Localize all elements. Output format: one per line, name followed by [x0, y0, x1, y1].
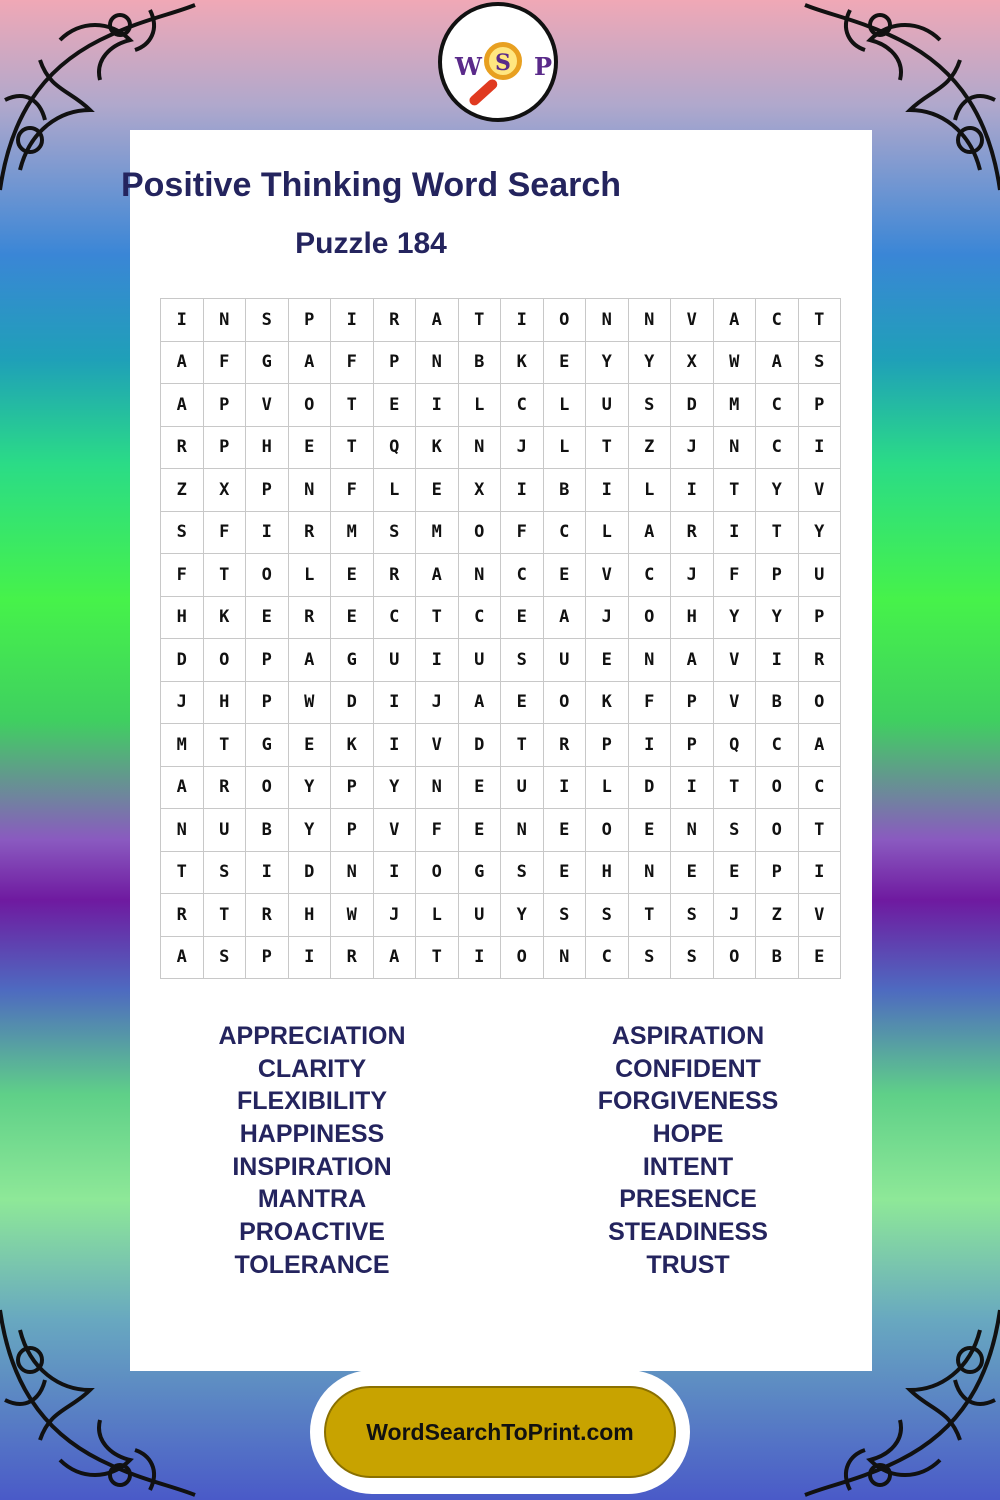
grid-cell[interactable]: N: [161, 809, 204, 852]
grid-cell[interactable]: C: [374, 597, 417, 640]
letter-grid: [160, 298, 841, 979]
grid-cell[interactable]: C: [756, 299, 799, 342]
grid-cell[interactable]: T: [416, 597, 459, 640]
word-list-right: [538, 1020, 838, 1282]
word-list-item: FORGIVENESS: [597, 1087, 779, 1116]
grid-cell[interactable]: O: [246, 554, 289, 597]
grid-cell[interactable]: H: [161, 597, 204, 640]
grid-cell[interactable]: E: [416, 469, 459, 512]
grid-cell[interactable]: G: [246, 724, 289, 767]
grid-cell[interactable]: Z: [161, 469, 204, 512]
grid-cell[interactable]: C: [756, 724, 799, 767]
grid-cell[interactable]: Y: [629, 342, 672, 385]
grid-cell[interactable]: S: [246, 299, 289, 342]
grid-cell[interactable]: A: [161, 384, 204, 427]
grid-cell[interactable]: K: [416, 427, 459, 470]
grid-cell[interactable]: R: [374, 554, 417, 597]
grid-cell[interactable]: R: [331, 937, 374, 980]
grid-cell[interactable]: R: [289, 512, 332, 555]
grid-cell[interactable]: P: [289, 299, 332, 342]
grid-cell[interactable]: P: [799, 597, 842, 640]
grid-cell[interactable]: N: [586, 299, 629, 342]
grid-cell[interactable]: R: [799, 639, 842, 682]
logo-letter-w: W: [455, 52, 482, 81]
grid-cell[interactable]: U: [459, 894, 502, 937]
grid-cell[interactable]: M: [714, 384, 757, 427]
grid-cell[interactable]: I: [374, 724, 417, 767]
grid-cell[interactable]: B: [246, 809, 289, 852]
grid-cell[interactable]: M: [416, 512, 459, 555]
grid-cell[interactable]: N: [204, 299, 247, 342]
grid-cell[interactable]: A: [289, 639, 332, 682]
grid-cell[interactable]: I: [629, 724, 672, 767]
grid-cell[interactable]: Q: [714, 724, 757, 767]
grid-cell[interactable]: I: [416, 384, 459, 427]
grid-cell[interactable]: N: [629, 852, 672, 895]
grid-cell[interactable]: L: [416, 894, 459, 937]
grid-cell[interactable]: L: [586, 767, 629, 810]
grid-cell[interactable]: E: [544, 554, 587, 597]
grid-cell[interactable]: O: [756, 809, 799, 852]
grid-cell[interactable]: L: [374, 469, 417, 512]
grid-cell[interactable]: W: [289, 682, 332, 725]
grid-cell[interactable]: N: [459, 554, 502, 597]
grid-cell[interactable]: N: [416, 342, 459, 385]
grid-cell[interactable]: A: [671, 639, 714, 682]
grid-cell[interactable]: B: [756, 937, 799, 980]
grid-cell[interactable]: L: [459, 384, 502, 427]
grid-cell[interactable]: E: [544, 342, 587, 385]
grid-cell[interactable]: A: [756, 342, 799, 385]
grid-cell[interactable]: Y: [799, 512, 842, 555]
grid-cell[interactable]: K: [204, 597, 247, 640]
grid-cell[interactable]: N: [714, 427, 757, 470]
magnifier-handle-icon: [467, 77, 499, 107]
grid-cell[interactable]: T: [629, 894, 672, 937]
grid-cell[interactable]: I: [246, 512, 289, 555]
grid-cell[interactable]: O: [714, 937, 757, 980]
grid-cell[interactable]: C: [586, 937, 629, 980]
grid-cell[interactable]: E: [671, 852, 714, 895]
grid-cell[interactable]: I: [756, 639, 799, 682]
grid-cell[interactable]: R: [246, 894, 289, 937]
grid-cell[interactable]: F: [331, 342, 374, 385]
grid-cell[interactable]: H: [204, 682, 247, 725]
grid-cell[interactable]: H: [586, 852, 629, 895]
grid-cell[interactable]: E: [799, 937, 842, 980]
grid-cell[interactable]: F: [204, 342, 247, 385]
word-list-item: HAPPINESS: [239, 1120, 385, 1149]
grid-cell[interactable]: I: [416, 639, 459, 682]
grid-cell[interactable]: C: [501, 384, 544, 427]
grid-cell[interactable]: T: [799, 299, 842, 342]
grid-cell[interactable]: C: [756, 427, 799, 470]
word-list-item: CONFIDENT: [615, 1054, 761, 1083]
grid-cell[interactable]: I: [544, 767, 587, 810]
grid-cell[interactable]: Y: [374, 767, 417, 810]
grid-cell[interactable]: Z: [629, 427, 672, 470]
word-list-item: CLARITY: [257, 1054, 367, 1083]
grid-cell[interactable]: K: [501, 342, 544, 385]
grid-cell[interactable]: W: [331, 894, 374, 937]
grid-cell[interactable]: E: [544, 852, 587, 895]
grid-cell[interactable]: L: [586, 512, 629, 555]
page-title: Positive Thinking Word Search: [120, 166, 622, 204]
grid-cell[interactable]: H: [671, 597, 714, 640]
grid-cell[interactable]: Q: [374, 427, 417, 470]
grid-cell[interactable]: N: [501, 809, 544, 852]
grid-cell[interactable]: T: [161, 852, 204, 895]
grid-cell[interactable]: D: [161, 639, 204, 682]
grid-cell[interactable]: T: [501, 724, 544, 767]
word-list-item: PROACTIVE: [239, 1218, 385, 1247]
grid-cell[interactable]: A: [459, 682, 502, 725]
grid-cell[interactable]: I: [289, 937, 332, 980]
grid-cell[interactable]: I: [501, 469, 544, 512]
word-list-item: HOPE: [652, 1120, 724, 1149]
grid-cell[interactable]: E: [501, 597, 544, 640]
grid-cell[interactable]: A: [289, 342, 332, 385]
grid-cell[interactable]: E: [714, 852, 757, 895]
grid-cell[interactable]: F: [629, 682, 672, 725]
grid-cell[interactable]: V: [671, 299, 714, 342]
grid-cell[interactable]: R: [544, 724, 587, 767]
grid-cell[interactable]: C: [756, 384, 799, 427]
grid-cell[interactable]: Y: [714, 597, 757, 640]
grid-cell[interactable]: X: [459, 469, 502, 512]
grid-cell[interactable]: M: [331, 512, 374, 555]
word-list-item: INTENT: [642, 1152, 734, 1181]
grid-cell[interactable]: E: [629, 809, 672, 852]
grid-cell[interactable]: J: [416, 682, 459, 725]
grid-cell[interactable]: L: [289, 554, 332, 597]
grid-cell[interactable]: O: [586, 809, 629, 852]
grid-cell[interactable]: V: [799, 894, 842, 937]
grid-cell[interactable]: D: [671, 384, 714, 427]
grid-cell[interactable]: I: [331, 299, 374, 342]
grid-cell[interactable]: T: [331, 427, 374, 470]
grid-cell[interactable]: O: [459, 512, 502, 555]
grid-cell[interactable]: S: [544, 894, 587, 937]
grid-cell[interactable]: J: [671, 554, 714, 597]
grid-cell[interactable]: O: [416, 852, 459, 895]
grid-cell[interactable]: P: [331, 767, 374, 810]
grid-cell[interactable]: C: [799, 767, 842, 810]
grid-cell[interactable]: V: [416, 724, 459, 767]
grid-cell[interactable]: L: [629, 469, 672, 512]
grid-cell[interactable]: E: [586, 639, 629, 682]
grid-cell[interactable]: A: [416, 299, 459, 342]
grid-cell[interactable]: K: [331, 724, 374, 767]
grid-cell[interactable]: E: [331, 597, 374, 640]
grid-cell[interactable]: E: [289, 724, 332, 767]
grid-cell[interactable]: E: [501, 682, 544, 725]
grid-cell[interactable]: E: [331, 554, 374, 597]
word-list-item: INSPIRATION: [232, 1152, 392, 1181]
grid-cell[interactable]: J: [714, 894, 757, 937]
grid-cell[interactable]: H: [246, 427, 289, 470]
grid-cell[interactable]: S: [714, 809, 757, 852]
grid-cell[interactable]: I: [501, 299, 544, 342]
grid-cell[interactable]: O: [246, 767, 289, 810]
grid-cell[interactable]: S: [204, 937, 247, 980]
grid-cell[interactable]: K: [586, 682, 629, 725]
grid-cell[interactable]: D: [459, 724, 502, 767]
grid-cell[interactable]: I: [161, 299, 204, 342]
grid-cell[interactable]: S: [501, 639, 544, 682]
grid-cell[interactable]: P: [756, 852, 799, 895]
grid-cell[interactable]: S: [629, 384, 672, 427]
grid-cell[interactable]: N: [416, 767, 459, 810]
grid-cell[interactable]: N: [671, 809, 714, 852]
grid-cell[interactable]: F: [416, 809, 459, 852]
grid-cell[interactable]: Y: [586, 342, 629, 385]
grid-cell[interactable]: U: [204, 809, 247, 852]
word-list-item: PRESENCE: [619, 1185, 757, 1214]
grid-cell[interactable]: I: [799, 427, 842, 470]
grid-cell[interactable]: V: [586, 554, 629, 597]
grid-cell[interactable]: V: [374, 809, 417, 852]
grid-cell[interactable]: D: [629, 767, 672, 810]
grid-cell[interactable]: P: [246, 639, 289, 682]
grid-cell[interactable]: P: [204, 427, 247, 470]
grid-cell[interactable]: O: [204, 639, 247, 682]
grid-cell[interactable]: B: [544, 469, 587, 512]
grid-cell[interactable]: U: [544, 639, 587, 682]
grid-cell[interactable]: V: [799, 469, 842, 512]
grid-cell[interactable]: I: [671, 767, 714, 810]
grid-cell[interactable]: F: [714, 554, 757, 597]
grid-cell[interactable]: T: [756, 512, 799, 555]
grid-cell[interactable]: S: [161, 512, 204, 555]
grid-cell[interactable]: P: [671, 682, 714, 725]
grid-cell[interactable]: T: [204, 724, 247, 767]
grid-cell[interactable]: O: [289, 384, 332, 427]
grid-cell[interactable]: Y: [501, 894, 544, 937]
grid-cell[interactable]: N: [544, 937, 587, 980]
grid-cell[interactable]: O: [799, 682, 842, 725]
grid-cell[interactable]: P: [799, 384, 842, 427]
word-list-item: FLEXIBILITY: [237, 1087, 387, 1116]
grid-cell[interactable]: E: [544, 809, 587, 852]
grid-cell[interactable]: N: [629, 299, 672, 342]
grid-cell[interactable]: P: [246, 682, 289, 725]
grid-cell[interactable]: T: [714, 469, 757, 512]
grid-cell[interactable]: C: [459, 597, 502, 640]
grid-cell[interactable]: H: [289, 894, 332, 937]
grid-cell[interactable]: X: [204, 469, 247, 512]
grid-cell[interactable]: U: [586, 384, 629, 427]
grid-cell[interactable]: S: [799, 342, 842, 385]
grid-cell[interactable]: S: [374, 512, 417, 555]
word-list-item: APPRECIATION: [218, 1022, 406, 1050]
grid-cell[interactable]: U: [501, 767, 544, 810]
grid-cell[interactable]: U: [459, 639, 502, 682]
grid-cell[interactable]: R: [374, 299, 417, 342]
grid-cell[interactable]: S: [586, 894, 629, 937]
grid-cell[interactable]: V: [714, 682, 757, 725]
grid-cell[interactable]: E: [459, 767, 502, 810]
logo-letter-p: P: [534, 52, 553, 81]
grid-cell[interactable]: T: [714, 767, 757, 810]
grid-cell[interactable]: F: [331, 469, 374, 512]
grid-cell[interactable]: A: [161, 342, 204, 385]
grid-cell[interactable]: E: [374, 384, 417, 427]
grid-cell[interactable]: P: [756, 554, 799, 597]
grid-cell[interactable]: P: [331, 809, 374, 852]
grid-cell[interactable]: I: [671, 469, 714, 512]
grid-cell[interactable]: L: [544, 427, 587, 470]
grid-cell[interactable]: I: [374, 852, 417, 895]
grid-cell[interactable]: I: [459, 937, 502, 980]
grid-cell[interactable]: T: [459, 299, 502, 342]
grid-cell[interactable]: I: [799, 852, 842, 895]
grid-cell[interactable]: C: [629, 554, 672, 597]
grid-cell[interactable]: B: [756, 682, 799, 725]
grid-cell[interactable]: J: [374, 894, 417, 937]
grid-cell[interactable]: R: [289, 597, 332, 640]
grid-cell[interactable]: O: [756, 767, 799, 810]
grid-cell[interactable]: S: [671, 894, 714, 937]
grid-cell[interactable]: E: [289, 427, 332, 470]
grid-cell[interactable]: O: [501, 937, 544, 980]
grid-cell[interactable]: Y: [289, 767, 332, 810]
grid-cell[interactable]: E: [246, 597, 289, 640]
word-list-item: ASPIRATION: [611, 1022, 765, 1050]
grid-cell[interactable]: S: [204, 852, 247, 895]
grid-cell[interactable]: Y: [289, 809, 332, 852]
grid-cell[interactable]: P: [204, 384, 247, 427]
grid-cell[interactable]: F: [204, 512, 247, 555]
grid-cell[interactable]: D: [331, 682, 374, 725]
grid-cell[interactable]: A: [629, 512, 672, 555]
grid-cell[interactable]: B: [459, 342, 502, 385]
grid-cell[interactable]: L: [544, 384, 587, 427]
grid-cell[interactable]: M: [161, 724, 204, 767]
grid-cell[interactable]: N: [629, 639, 672, 682]
word-list-item: STEADINESS: [608, 1218, 768, 1247]
grid-cell[interactable]: R: [161, 427, 204, 470]
grid-cell[interactable]: R: [671, 512, 714, 555]
grid-cell[interactable]: A: [416, 554, 459, 597]
grid-cell[interactable]: C: [544, 512, 587, 555]
grid-cell[interactable]: O: [544, 299, 587, 342]
grid-cell[interactable]: C: [501, 554, 544, 597]
grid-cell[interactable]: R: [161, 894, 204, 937]
grid-cell[interactable]: A: [544, 597, 587, 640]
word-list-item: TRUST: [646, 1250, 730, 1279]
grid-cell[interactable]: Y: [756, 469, 799, 512]
grid-cell[interactable]: A: [714, 299, 757, 342]
grid-cell[interactable]: R: [204, 767, 247, 810]
grid-cell[interactable]: P: [671, 724, 714, 767]
grid-cell[interactable]: U: [374, 639, 417, 682]
website-button[interactable]: WordSearchToPrint.com: [324, 1386, 676, 1478]
grid-cell[interactable]: G: [246, 342, 289, 385]
grid-cell[interactable]: S: [501, 852, 544, 895]
grid-cell[interactable]: V: [246, 384, 289, 427]
grid-cell[interactable]: F: [161, 554, 204, 597]
grid-cell[interactable]: O: [544, 682, 587, 725]
grid-cell[interactable]: I: [374, 682, 417, 725]
grid-cell[interactable]: U: [799, 554, 842, 597]
grid-cell[interactable]: T: [204, 894, 247, 937]
logo-letter-s: S: [495, 50, 511, 76]
grid-cell[interactable]: Z: [756, 894, 799, 937]
word-list-left: [162, 1020, 462, 1282]
puzzle-number: Puzzle 184: [295, 227, 447, 260]
grid-cell[interactable]: N: [331, 852, 374, 895]
grid-cell[interactable]: P: [246, 469, 289, 512]
grid-cell[interactable]: T: [416, 937, 459, 980]
grid-cell[interactable]: T: [799, 809, 842, 852]
word-list-item: MANTRA: [257, 1185, 367, 1214]
grid-cell[interactable]: W: [714, 342, 757, 385]
grid-cell[interactable]: X: [671, 342, 714, 385]
grid-cell[interactable]: T: [586, 427, 629, 470]
grid-cell[interactable]: A: [161, 767, 204, 810]
grid-cell[interactable]: I: [586, 469, 629, 512]
grid-cell[interactable]: J: [671, 427, 714, 470]
grid-cell[interactable]: D: [289, 852, 332, 895]
grid-cell[interactable]: T: [331, 384, 374, 427]
grid-cell[interactable]: V: [714, 639, 757, 682]
word-list-item: TOLERANCE: [234, 1250, 390, 1279]
grid-cell[interactable]: F: [501, 512, 544, 555]
grid-cell[interactable]: G: [331, 639, 374, 682]
grid-cell[interactable]: E: [459, 809, 502, 852]
grid-cell[interactable]: A: [799, 724, 842, 767]
grid-cell[interactable]: P: [586, 724, 629, 767]
grid-cell[interactable]: J: [586, 597, 629, 640]
grid-cell[interactable]: P: [374, 342, 417, 385]
grid-cell[interactable]: S: [629, 937, 672, 980]
grid-cell[interactable]: J: [501, 427, 544, 470]
grid-cell[interactable]: T: [204, 554, 247, 597]
grid-cell[interactable]: G: [459, 852, 502, 895]
grid-cell[interactable]: S: [671, 937, 714, 980]
grid-cell[interactable]: J: [161, 682, 204, 725]
grid-cell[interactable]: O: [629, 597, 672, 640]
grid-cell[interactable]: I: [246, 852, 289, 895]
grid-cell[interactable]: I: [714, 512, 757, 555]
grid-cell[interactable]: N: [289, 469, 332, 512]
grid-cell[interactable]: N: [459, 427, 502, 470]
grid-cell[interactable]: Y: [756, 597, 799, 640]
grid-cell[interactable]: A: [161, 937, 204, 980]
wsp-logo[interactable]: [438, 2, 558, 122]
grid-cell[interactable]: P: [246, 937, 289, 980]
grid-cell[interactable]: A: [374, 937, 417, 980]
